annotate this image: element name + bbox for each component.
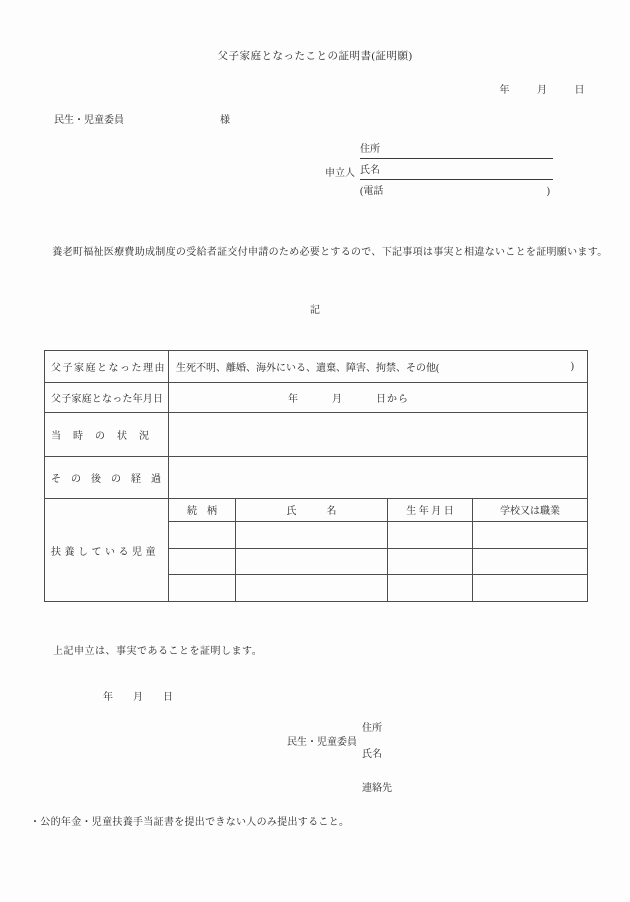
children-header-row — [169, 499, 587, 521]
name-field — [360, 164, 553, 180]
cell-birthdate — [388, 549, 473, 575]
addressee-line — [54, 114, 230, 127]
table-row-progress — [45, 456, 587, 498]
cell-name — [236, 522, 388, 548]
children-subtable — [169, 499, 587, 601]
row-label-situation: 当 時 の 状 況 — [45, 413, 169, 456]
cell-relation — [169, 575, 236, 601]
certifier-label: 民生・児童委員 — [287, 737, 357, 748]
table-row-reason — [45, 351, 587, 382]
cell-birthdate — [388, 522, 473, 548]
children-header-relation: 続 柄 — [169, 499, 236, 521]
reason-options: 生死不明、離婚、海外にいる、遺棄、障害、拘禁、その他( — [176, 363, 440, 374]
certifier-address-label: 住所 — [362, 723, 382, 734]
row-value-date: 年 月 日から — [288, 394, 409, 405]
cell-school — [473, 549, 587, 575]
cell-birthdate — [388, 575, 473, 601]
phone-open: (電話 — [360, 186, 384, 197]
phone-close: ) — [546, 186, 550, 197]
row-label-children: 扶 養 し て い る 児 童 — [45, 499, 169, 601]
date-line-top: 年 月 日 — [499, 85, 587, 96]
footnote: ・公的年金・児童扶養手当証書を提出できない人のみ提出すること。 — [30, 817, 350, 828]
row-label-date: 父子家庭となった年月日 — [45, 383, 169, 412]
cell-name — [236, 575, 388, 601]
addressee-label: 民生・児童委員 — [54, 115, 124, 126]
date-line-bottom: 年 月 日 — [103, 692, 173, 703]
phone-field — [360, 185, 550, 198]
address-field — [360, 143, 553, 159]
form-table — [44, 350, 588, 602]
children-header-birthdate: 生 年 月 日 — [388, 499, 473, 521]
address-label: 住所 — [360, 144, 380, 155]
row-value-progress — [169, 457, 587, 498]
cell-relation — [169, 549, 236, 575]
ki-marker: 記 — [310, 305, 320, 316]
cell-school — [473, 522, 587, 548]
applicant-block — [325, 143, 565, 206]
applicant-address-line — [325, 143, 565, 164]
cell-relation — [169, 522, 236, 548]
row-label-reason: 父子家庭となった理由 — [45, 351, 169, 382]
cell-name — [236, 549, 388, 575]
row-value-reason — [169, 351, 587, 382]
applicant-name-line — [325, 164, 565, 185]
cell-school — [473, 575, 587, 601]
request-statement: 養老町福祉医療費助成制度の受給者証交付申請のため必要とするので、下記事項は事実と相違ないことを証明願います。 — [42, 247, 608, 258]
certifier-name-label: 氏名 — [362, 749, 382, 760]
row-value-situation — [169, 413, 587, 456]
applicant-role-label: 申立人 — [325, 168, 355, 179]
table-row-children — [45, 498, 587, 601]
certify-statement: 上記申立は、事実であることを証明します。 — [53, 646, 263, 657]
document-title: 父子家庭となったことの証明書(証明願) — [217, 51, 413, 62]
name-label: 氏名 — [360, 165, 380, 176]
children-header-name: 氏 名 — [236, 499, 388, 521]
children-empty-row — [169, 574, 587, 601]
applicant-phone-line — [325, 185, 565, 206]
children-empty-row — [169, 548, 587, 575]
children-header-school: 学校又は職業 — [500, 506, 560, 518]
children-empty-row — [169, 521, 587, 548]
certifier-contact-label: 連絡先 — [362, 783, 392, 794]
addressee-honorific: 様 — [220, 115, 230, 126]
reason-paren-close: ) — [570, 361, 574, 372]
table-row-date — [45, 382, 587, 412]
table-row-situation — [45, 412, 587, 456]
row-label-progress: そ の 後 の 経 過 — [45, 457, 169, 498]
